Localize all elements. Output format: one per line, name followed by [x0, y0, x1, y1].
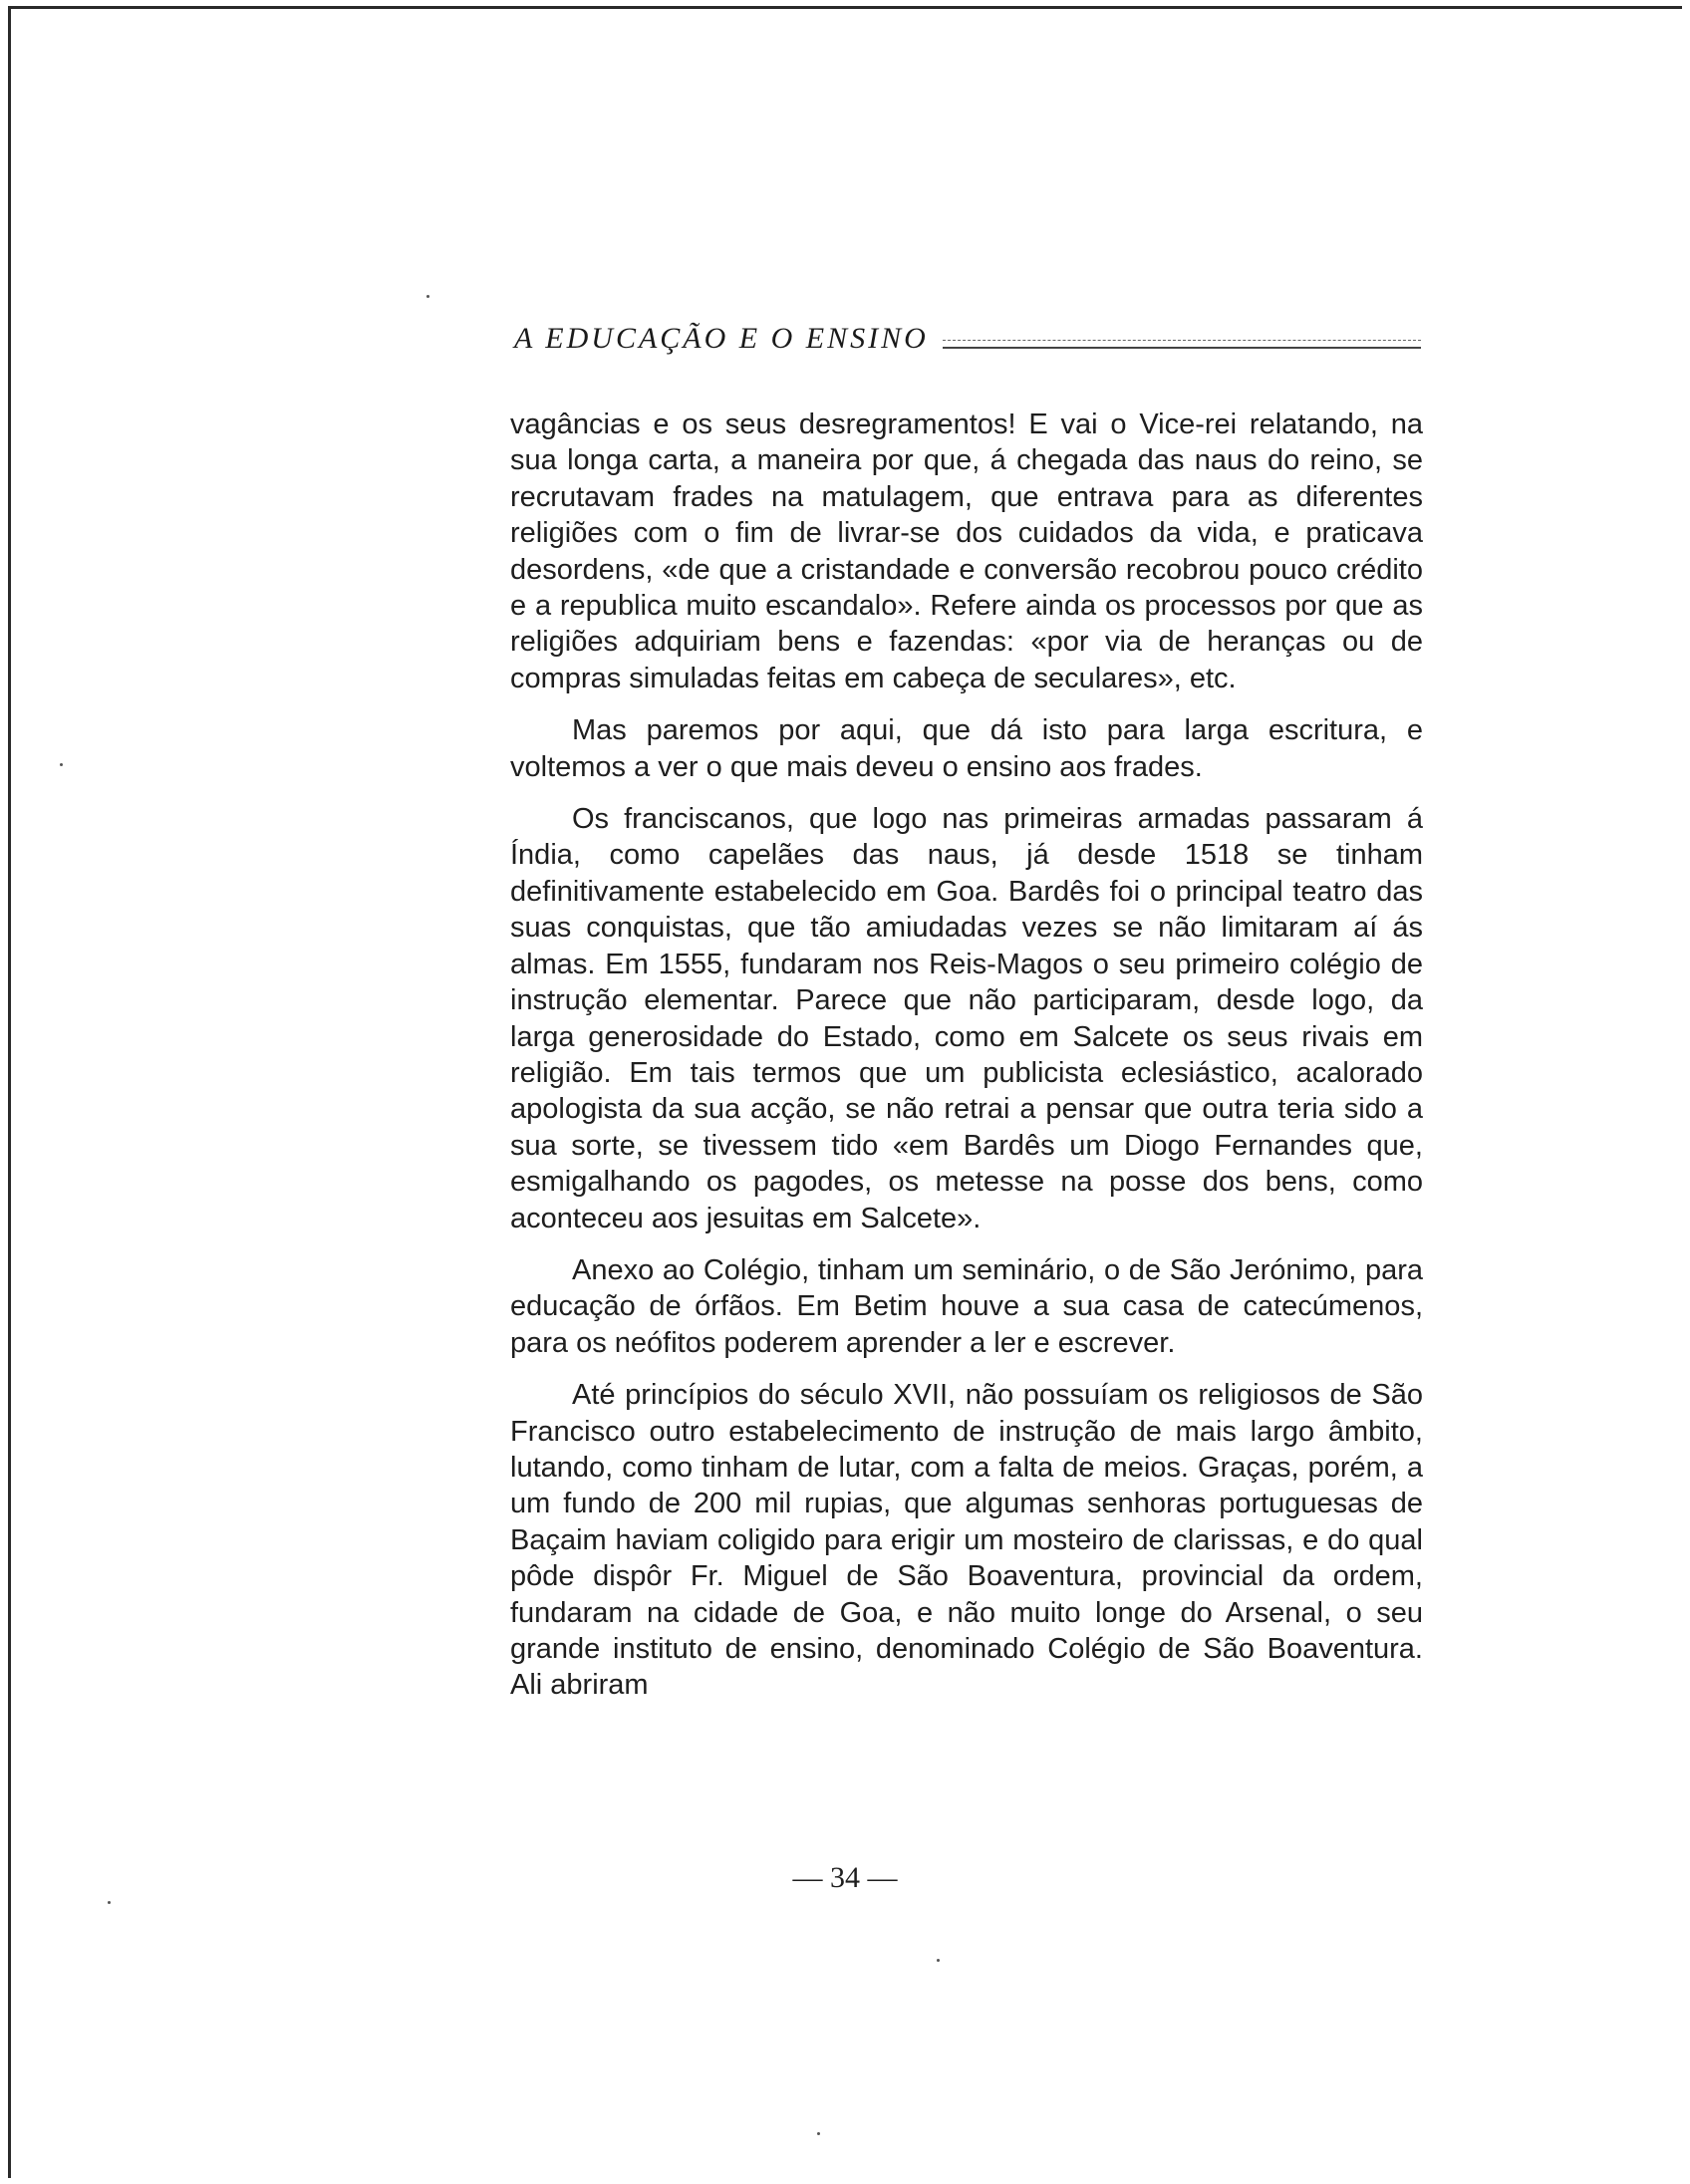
page-number: — 34 — [792, 1861, 898, 1894]
running-head-title: A EDUCAÇÃO E O ENSINO [514, 322, 929, 355]
scan-speck [817, 2132, 820, 2135]
running-head-rule [943, 340, 1421, 349]
scan-speck [426, 295, 429, 298]
scan-speck [937, 1959, 940, 1962]
scan-edge-left [8, 6, 11, 2178]
paragraph-5: Até princípios do século XVII, não possuíam os religiosos de São Francisco outro estabelecimento de instrução de mais largo âmbito, lutando, como tinham de lutar, com a falta de meios. Graças, porém, a um fundo de 200 mil rupias, que algumas senhoras portuguesas de Baçaim haviam coligido para erigir um mosteiro de clarissas, e do qual pôde dispôr Fr. Miguel de São Boaventura, provincial da ordem, fundaram na cidade de Goa, e não muito longe do Arsenal, o seu grande instituto de ensino, denominado Colégio de São Boaventura. Ali abriram [510, 1379, 1423, 1702]
paragraph-1: vagâncias e os seus desregramentos! E vai o Vice-rei relatando, na sua longa carta, a maneira por que, á chegada das naus do reino, se recrutavam frades na matulagem, que entrava para as diferentes religiões com o fim de livrar-se dos cuidados da vida, e praticava desordens, «de que a cristandade e conversão recobrou pouco crédito e a republica muito escandalo». Refere ainda os processos por que as religiões adquiriam bens e fazendas: «por via de heranças ou de compras simuladas feitas em cabeça de seculares», etc. [510, 409, 1423, 694]
paragraph-3: Os franciscanos, que logo nas primeiras armadas passaram á Índia, como capelães das naus, já desde 1518 se tinham definitivamente estabelecido em Goa. Bardês foi o principal teatro das suas conquistas, que tão amiudadas vezes se não limitaram aí ás almas. Em 1555, fundaram nos Reis-Magos o seu primeiro colégio de instrução elementar. Parece que não participaram, desde logo, da larga generosidade do Estado, como em Salcete os seus rivais em religião. Em tais termos que um publicista eclesiástico, acalorado apologista da sua acção, se não retrai a pensar que outra teria sido a sua sorte, se tivessem tido «em Bardês um Diogo Fernandes que, esmigalhando os pagodes, os metesse na posse dos bens, como aconteceu aos jesuitas em Salcete». [510, 803, 1423, 1234]
scan-edge-top [8, 6, 1682, 9]
running-head [514, 317, 1421, 361]
paragraph-4: Anexo ao Colégio, tinham um seminário, o de São Jerónimo, para educação de órfãos. Em Betim houve a sua casa de catecúmenos, para os neófitos poderem aprender a ler e escrever. [510, 1253, 1423, 1359]
body-text [510, 407, 1423, 1704]
scan-speck [60, 763, 63, 766]
scan-speck [108, 1901, 111, 1904]
paragraph-2: Mas paremos por aqui, que dá isto para larga escritura, e voltemos a ver o que mais deveu o ensino aos frades. [510, 714, 1423, 783]
